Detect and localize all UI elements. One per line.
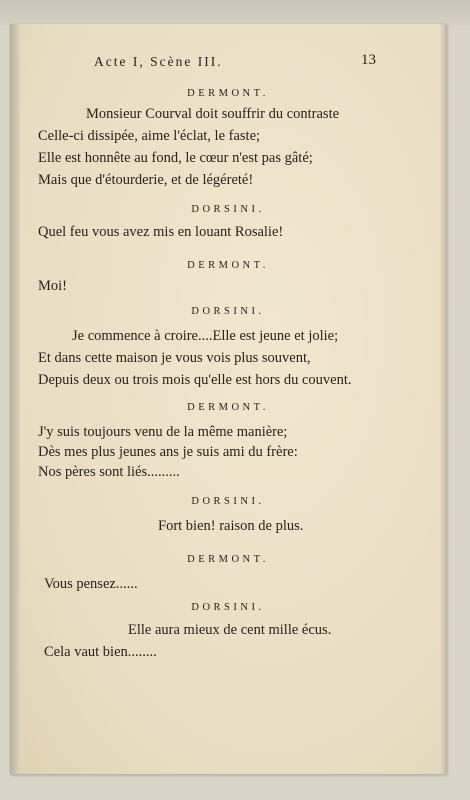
page-edge	[440, 24, 446, 774]
speaker-name: DERMONT.	[187, 554, 269, 565]
verse-line: Depuis deux ou trois mois qu'elle est hors du couvent.	[38, 372, 352, 388]
verse-line: Je commence à croire....Elle est jeune et jolie;	[72, 328, 339, 344]
speaker-name: DORSINI.	[191, 306, 265, 317]
verse-line: Et dans cette maison je vous vois plus souvent,	[38, 350, 311, 366]
verse-line: Mais que d'étourderie, et de légéreté!	[38, 172, 254, 188]
verse-line: Monsieur Courval doit souffrir du contraste	[86, 106, 340, 122]
speaker-name: DORSINI.	[191, 496, 265, 507]
verse-line: Fort bien! raison de plus.	[158, 518, 304, 534]
running-title: Acte I, Scène III.	[94, 54, 223, 69]
page-header	[10, 52, 446, 72]
speaker-name: DERMONT.	[187, 88, 269, 99]
speaker-name: DERMONT.	[187, 260, 269, 271]
verse-line: Quel feu vous avez mis en louant Rosalie!	[38, 224, 284, 240]
book-page	[10, 24, 446, 774]
verse-line: Moi!	[38, 278, 67, 294]
verse-line: Elle aura mieux de cent mille écus.	[128, 622, 332, 638]
speaker-name: DORSINI.	[191, 602, 265, 613]
speaker-name: DORSINI.	[191, 204, 265, 215]
page-binding	[10, 24, 20, 774]
verse-line: Cela vaut bien........	[44, 644, 157, 660]
verse-line: Nos pères sont liés.........	[38, 464, 180, 480]
verse-line: Celle-ci dissipée, aime l'éclat, le faste;	[38, 128, 261, 144]
verse-line: Vous pensez......	[44, 576, 138, 592]
verse-line: Elle est honnête au fond, le cœur n'est pas gâté;	[38, 150, 313, 166]
speaker-name: DERMONT.	[187, 402, 269, 413]
scan-background	[0, 0, 470, 26]
verse-line: Dès mes plus jeunes ans je suis ami du frère:	[38, 444, 298, 460]
page-number: 13	[361, 52, 376, 68]
verse-line: J'y suis toujours venu de la même manière;	[38, 424, 288, 440]
